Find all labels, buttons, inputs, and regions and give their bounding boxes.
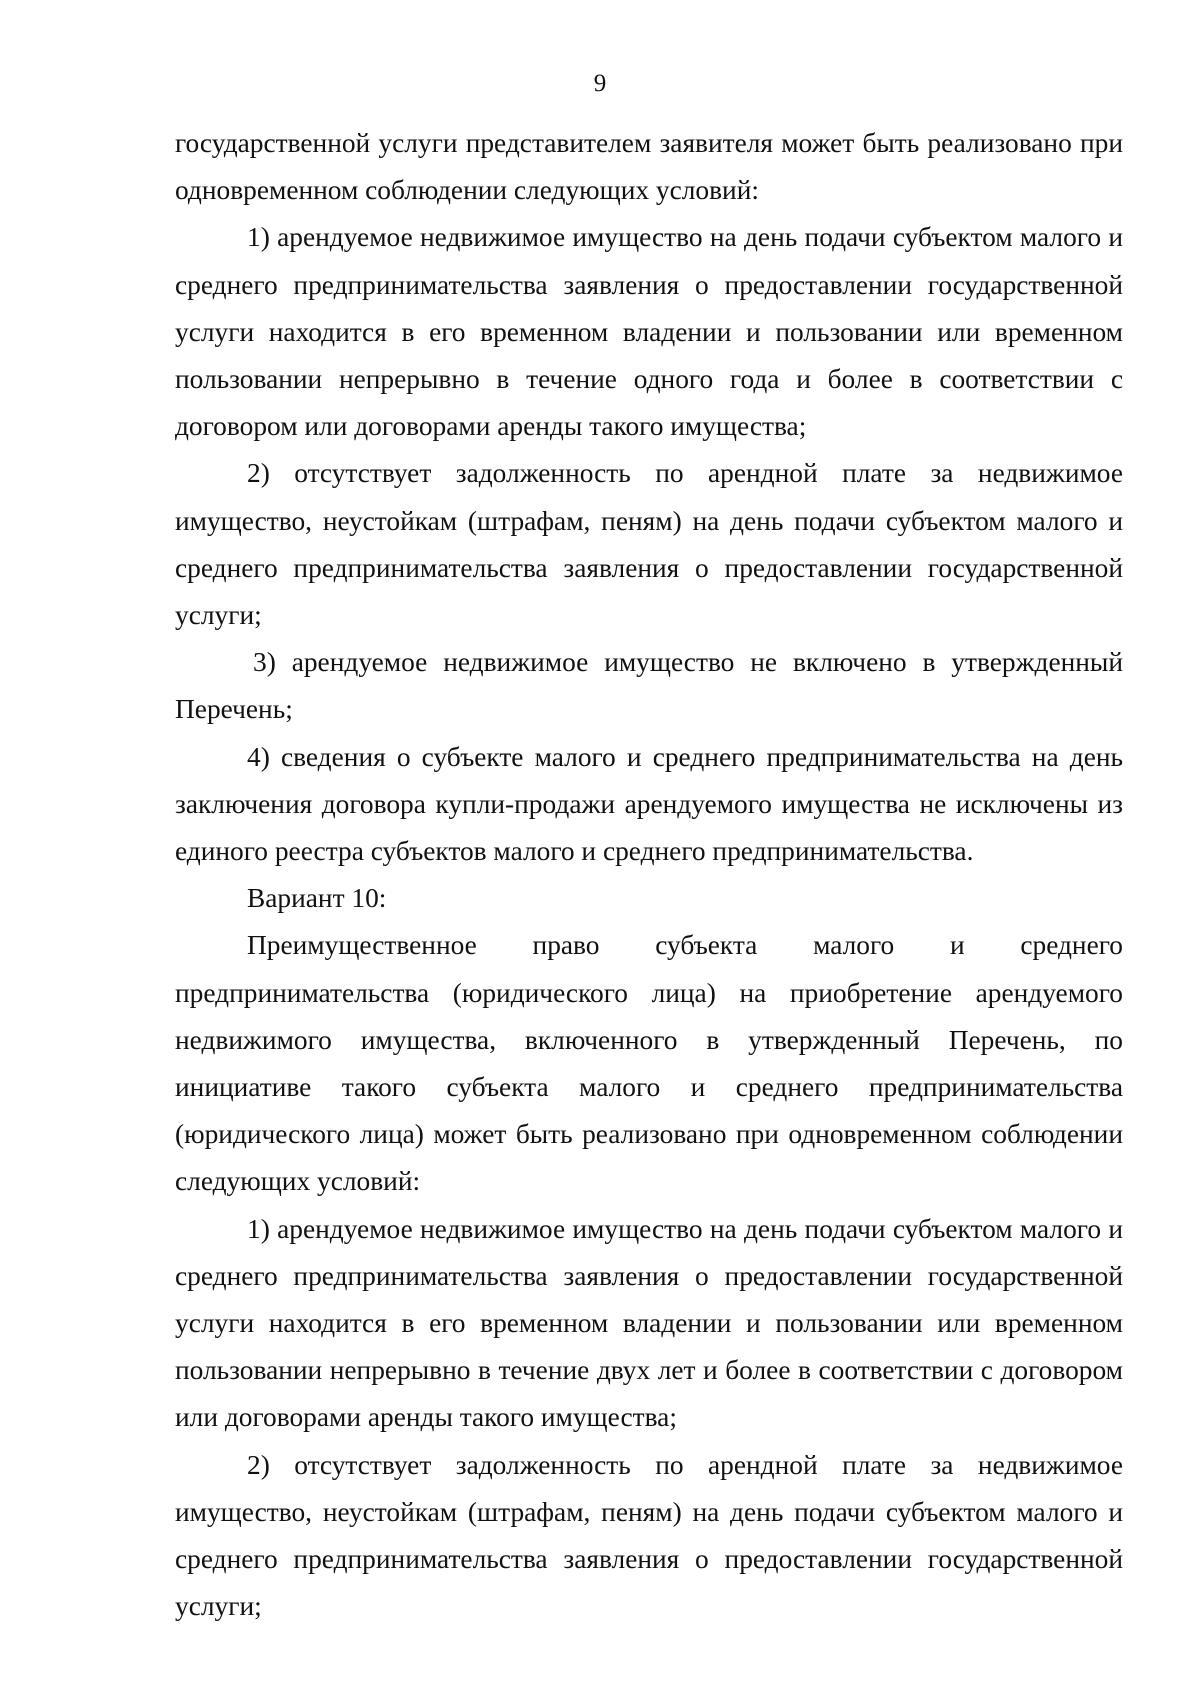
document-body xyxy=(175,120,1123,1631)
paragraph-condition-2: 2) отсутствует задолженность по арендной плате за недвижимое имущество, неустойкам (штрафам, пеням) на день подачи субъектом малого и среднего предпринимательства заявления о предоставлении государственной услуги; xyxy=(175,458,1123,631)
paragraph-continuation: государственной услуги представителем заявителя может быть реализовано при одновременном соблюдении следующих условий: xyxy=(175,128,1123,206)
paragraph-variant-condition-1: 1) арендуемое недвижимое имущество на день подачи субъектом малого и среднего предпринимательства заявления о предоставлении государственной услуги находится в его временном владении и пользовании или временном пользовании непрерывно в течение двух лет и более в соответствии с договором или договорами аренды такого имущества; xyxy=(175,1213,1123,1433)
variant-heading: Вариант 10: xyxy=(247,883,387,914)
paragraph-variant-condition-2: 2) отсутствует задолженность по арендной плате за недвижимое имущество, неустойкам (штрафам, пеням) на день подачи субъектом малого и среднего предпринимательства заявления о предоставлении государственной услуги; xyxy=(175,1449,1123,1622)
paragraph-condition-1: 1) арендуемое недвижимое имущество на день подачи субъектом малого и среднего предпринимательства заявления о предоставлении государственной услуги находится в его временном владении и пользовании или временном пользовании непрерывно в течение одного года и более в соответствии с договором или договорами аренды такого имущества; xyxy=(175,222,1123,442)
paragraph-variant-intro: Преимущественное право субъекта малого и среднего предпринимательства (юридического лица) на приобретение арендуемого недвижимого имущества, включенного в утвержденный Перечень, по инициативе такого субъекта малого и среднего предпринимательства (юридического лица) может быть реализовано при одновременном соблюдении следующих условий: xyxy=(175,930,1123,1197)
paragraph-condition-3: 3) арендуемое недвижимое имущество не включено в утвержденный Перечень; xyxy=(175,647,1123,725)
page-number: 9 xyxy=(593,70,607,97)
paragraph-condition-4: 4) сведения о субъекте малого и среднего предпринимательства на день заключения договора купли-продажи арендуемого имущества не исключены из единого реестра субъектов малого и среднего предпринимательства. xyxy=(175,741,1123,867)
